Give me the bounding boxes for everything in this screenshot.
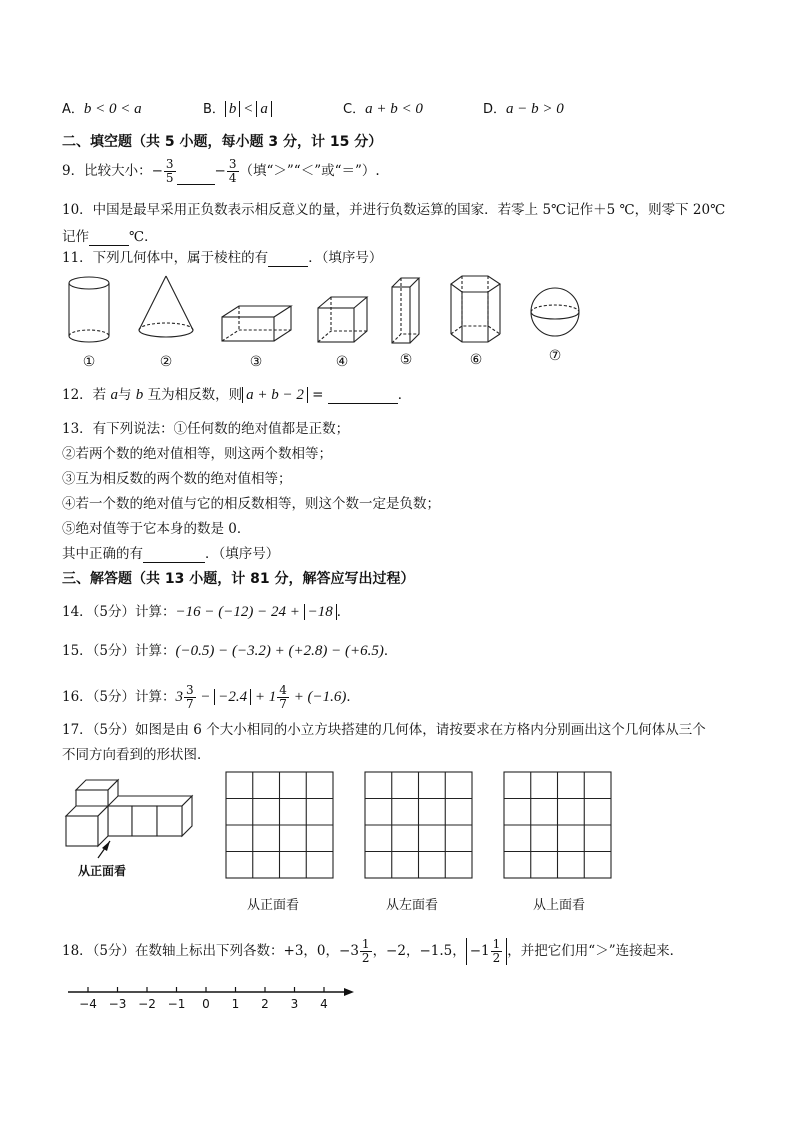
- option-b: B． b < a: [203, 98, 272, 118]
- grid-label-top: 从上面看: [533, 898, 586, 913]
- cylinder-shape: [69, 277, 109, 342]
- solid-label-4: ④: [335, 354, 349, 370]
- statement-3: ③互为相反数的两个数的绝对值相等；: [62, 471, 292, 487]
- solid-label-3: ③: [249, 354, 263, 370]
- question-17-line1: 17．（5分）如图是由 6 个大小相同的小立方块搭建的几何体，请按要求在方格内分别画出这个几何体从三个: [62, 722, 706, 738]
- question-13-intro: 13．有下列说法：①任何数的绝对值都是正数；: [62, 421, 350, 437]
- question-16: 16．（5分）计算：3 $\frac{3}{7}$ − −2.4 + 1 $\frac{4}{7}$ + (−1.6)．: [62, 683, 360, 711]
- tall-prism-shape: [392, 278, 419, 343]
- option-c: C．a + b < 0: [343, 101, 423, 117]
- option-a: A．b < 0 < a: [62, 101, 142, 117]
- fraction-3-5: $\frac{3}{5}$: [165, 157, 174, 185]
- hexagonal-prism-shape: [451, 276, 500, 342]
- tick-label: 0: [202, 997, 210, 1011]
- tick-label: −2: [138, 997, 156, 1011]
- answer-blank[interactable]: [268, 252, 308, 267]
- cube-shape: [318, 297, 367, 342]
- grid-label-left: 从左面看: [386, 898, 439, 913]
- solids-figure: [55, 270, 595, 374]
- statement-4: ④若一个数的绝对值与它的相反数相等，则这个数一定是负数；: [62, 496, 440, 512]
- section-3-title: 三、解答题（共 13 小题，计 81 分，解答应写出过程）: [62, 571, 415, 587]
- option-d: D．a − b > 0: [483, 101, 564, 117]
- answer-blank[interactable]: [143, 548, 205, 563]
- question-18: 18．（5分）在数轴上标出下列各数：+3，0，−3 $\frac{1}{2}$ ，−2，−1.5， −1 $\frac{1}{2}$ ，并把它们用“＞”连接起来．: [62, 937, 684, 965]
- solid-label-6: ⑥: [469, 352, 483, 368]
- fraction-3-4: $\frac{3}{4}$: [228, 157, 237, 185]
- question-12: 12．若 a与 b 互为相反数，则 a + b − 2 = ．: [62, 387, 412, 403]
- statement-5: ⑤绝对值等于它本身的数是 0．: [62, 521, 251, 537]
- question-10-line1: 10．中国是最早采用正负数表示相反意义的量，并进行负数运算的国家．若零上 5℃记作＋5 ℃，则零下 20℃: [62, 202, 726, 218]
- statement-2: ②若两个数的绝对值相等，则这两个数相等；: [62, 446, 332, 462]
- question-11: 11．下列几何体中，属于棱柱的有 ．（填序号）: [62, 250, 383, 266]
- tick-label: −3: [108, 997, 127, 1011]
- answer-blank[interactable]: [328, 389, 398, 404]
- front-view-arrow-label: 从正面看: [78, 864, 127, 878]
- question-14: 14．（5分）计算：−16 − (−12) − 24 + −18 ．: [62, 604, 351, 620]
- solid-label-2: ②: [159, 354, 173, 370]
- question-10-line2: 记作 ℃．: [62, 229, 158, 245]
- section-2-title: 二、填空题（共 5 小题，每小题 3 分，计 15 分）: [62, 134, 383, 150]
- flat-prism-shape: [222, 306, 291, 341]
- answer-grids: [0, 770, 794, 882]
- tick-label: 3: [290, 997, 299, 1011]
- tick-label: 4: [320, 997, 328, 1011]
- question-15: 15．（5分）计算：(−0.5) − (−3.2) + (+2.8) − (+6.5)．: [62, 643, 398, 659]
- sphere-shape: [531, 288, 579, 336]
- answer-blank[interactable]: [177, 170, 215, 185]
- solid-label-5: ⑤: [399, 352, 413, 368]
- arrow-right-icon: [344, 988, 354, 996]
- solid-label-7: ⑦: [548, 348, 562, 364]
- tick-label: −1: [167, 997, 186, 1011]
- question-9: 9．比较大小：− $\frac{3}{5}$ − $\frac{3}{4}$ （填“＞”“＜”或“＝”）.: [62, 157, 380, 185]
- answer-blank[interactable]: [89, 231, 129, 246]
- solid-label-1: ①: [82, 354, 96, 370]
- tick-label: 2: [261, 997, 269, 1011]
- cone-shape: [139, 276, 193, 337]
- grid-label-front: 从正面看: [247, 898, 300, 913]
- tick-label: 1: [231, 997, 240, 1011]
- question-17-line2: 不同方向看到的形状图．: [62, 747, 211, 763]
- tick-label: −4: [79, 997, 97, 1011]
- question-13-answer: 其中正确的有 ．（填序号）: [62, 546, 280, 562]
- number-line: [64, 984, 364, 1020]
